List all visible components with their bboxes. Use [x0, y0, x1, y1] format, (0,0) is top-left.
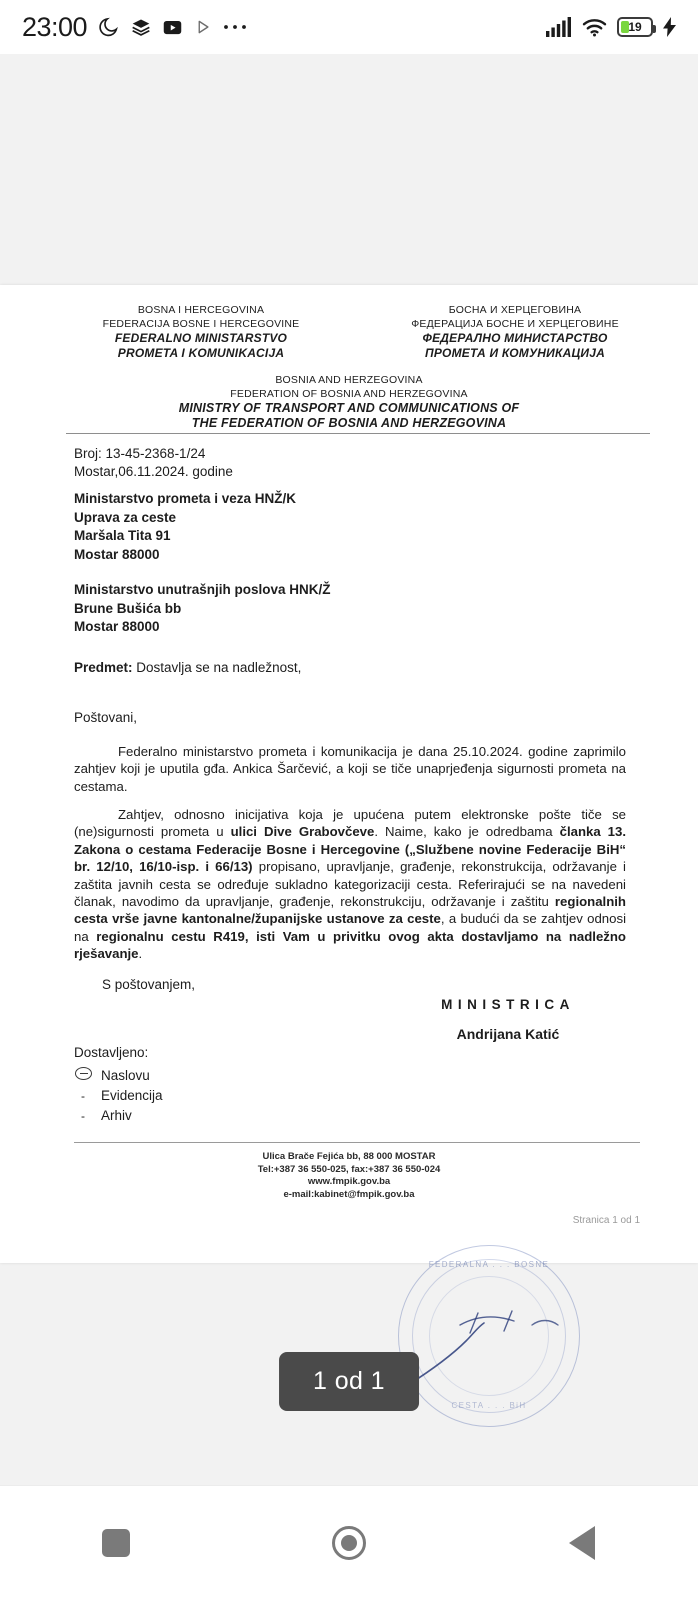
- letterhead-cy-line1: БОСНА И ХЕРЦЕГОВИНА: [448, 304, 582, 316]
- dash-icon: -: [81, 1089, 85, 1103]
- overflow-dots-icon: [223, 23, 247, 31]
- body-paragraph-2: Zahtjev, odnosno inicijativa koja je upućena putem elektronske pošte tiče se (ne)sigurnosti prometa u ulici Dive Grabovčeve. Naime, kako je odredbama članka 13. Zakona o cestama Federacije Bosne i Hercegovine („Službene novine Federacije BiH“ br. 12/10, 16/10-isp. i 66/13) propisano, upravljanje, građenje, rekonstrukcija, održavanje i zaštita javnih cesta se određuje sukladno kategorizaciji cesta. Referirajući se na navedeni članak, navodimo da upravljanje, građenje, rekonstrukciju, održavanje i zaštitu regionalnih cesta vrše javne kantonalne/županijske ustanove za ceste, a budući da se zahtjev odnosi na regionalnu cestu R419, isti Vam u privitku ovog akta dostavljamo na nadležno rješavanje.: [74, 807, 626, 962]
- delivered-heading: Dostavljeno:: [74, 1045, 149, 1060]
- closing-regards: S poštovanjem,: [102, 977, 196, 992]
- letterhead-cyrillic: [380, 303, 650, 361]
- navigation-bar: [0, 1485, 698, 1600]
- battery-level: 19: [628, 20, 642, 34]
- document-page[interactable]: [0, 285, 698, 1410]
- delivered-block: [74, 1045, 163, 1126]
- document-viewer[interactable]: [0, 54, 698, 1485]
- letterhead-cy-line2: ФЕДЕРАЦИЈА БОСНЕ И ХЕРЦЕГОВИНЕ: [411, 318, 619, 330]
- letterhead-bs-line2: FEDERACIJA BOSNE I HERCEGOVINE: [102, 318, 300, 330]
- letterhead-en-line1: BOSNIA AND HERZEGOVINA: [275, 374, 423, 386]
- addressee1-line4: Mostar 88000: [74, 546, 160, 562]
- circle-dash-icon: [74, 1067, 92, 1086]
- addressee2-line2: Brune Bušića bb: [74, 600, 182, 616]
- delivered-item-label: Naslovu: [101, 1068, 150, 1083]
- wifi-icon: [582, 17, 607, 37]
- letterhead-bs-line3: FEDERALNO MINISTARSTVO: [114, 331, 288, 345]
- header-divider: [66, 433, 650, 434]
- letterhead-en-line2: FEDERATION OF BOSNIA AND HERZEGOVINA: [230, 388, 468, 400]
- document-meta: [74, 445, 233, 481]
- delivered-item-label: Arhiv: [101, 1108, 132, 1123]
- battery-icon: [617, 17, 653, 37]
- letterhead-bosnian: [66, 303, 336, 361]
- delivered-item-label: Evidencija: [101, 1088, 163, 1103]
- footer-divider: [74, 1142, 640, 1143]
- recents-square-icon: [102, 1529, 130, 1557]
- subject-text: Dostavlja se na nadležnost,: [132, 660, 302, 675]
- document-footer: [0, 1151, 698, 1201]
- letterhead-bs-line4: PROMETA I KOMUNIKACIJA: [117, 346, 285, 360]
- status-bar: [0, 0, 698, 54]
- moon-icon: [98, 16, 120, 38]
- recents-button[interactable]: [56, 1503, 176, 1583]
- play-icon: [194, 18, 212, 36]
- official-stamp-icon: [398, 1245, 580, 1427]
- signature-block: [403, 997, 613, 1042]
- addressee-block-1: [74, 490, 296, 564]
- handwritten-signature-icon: [400, 1285, 590, 1395]
- addressee1-line2: Uprava za ceste: [74, 509, 177, 525]
- document-page-label: Stranica 1 od 1: [572, 1215, 640, 1226]
- stamp-top-text: FEDERALNA . . . BOSNE: [428, 1260, 550, 1269]
- addressee1-line3: Maršala Tita 91: [74, 528, 171, 543]
- delivered-item: [74, 1106, 163, 1126]
- footer-phone: Tel:+387 36 550-025, fax:+387 36 550-024: [257, 1163, 441, 1175]
- layers-icon: [131, 17, 151, 37]
- letterhead-bs-line1: BOSNA I HERCEGOVINA: [137, 304, 265, 316]
- letterhead-cy-line4: ПРОМЕТА И КОМУНИКАЦИЈА: [425, 346, 605, 360]
- status-bar-left: [22, 12, 247, 43]
- footer-email: e-mail:kabinet@fmpik.gov.ba: [283, 1188, 415, 1200]
- body-paragraph-1: Federalno ministarstvo prometa i komunikacija je dana 25.10.2024. godine zaprimilo zahtjev koji je uputila gđa. Ankica Šarčević, a koji se tiče unaprjeđenja sigurnosti prometa na cestama.: [74, 744, 626, 794]
- youtube-icon: [162, 17, 183, 38]
- delivered-item: [74, 1086, 163, 1106]
- addressee-block-2: [74, 581, 331, 637]
- letterhead: [0, 303, 698, 430]
- charging-bolt-icon: [663, 17, 676, 37]
- addressee2-line3: Mostar 88000: [74, 619, 160, 634]
- document-place-date: Mostar,06.11.2024. godine: [74, 464, 233, 479]
- page-indicator-pill: 1 od 1: [279, 1352, 419, 1411]
- addressee1-line1: Ministarstvo prometa i veza HNŽ/K: [74, 491, 297, 506]
- letterhead-en-line4: THE FEDERATION OF BOSNIA AND HERZEGOVINA: [191, 416, 507, 430]
- cellular-signal-icon: [546, 17, 572, 37]
- letterhead-english: [0, 373, 698, 431]
- greeting: Poštovani,: [74, 710, 138, 725]
- signature-name: Andrijana Katić: [456, 1026, 560, 1042]
- document-number: Broj: 13-45-2368-1/24: [74, 446, 206, 461]
- back-button[interactable]: [522, 1503, 642, 1583]
- delivered-item: [74, 1066, 163, 1086]
- dash-icon: -: [81, 1109, 85, 1123]
- back-triangle-icon: [569, 1526, 595, 1560]
- subject-line: [74, 660, 301, 675]
- status-clock: 23:00: [22, 11, 88, 42]
- subject-label: Predmet:: [74, 660, 133, 675]
- footer-website: www.fmpik.gov.ba: [307, 1176, 391, 1188]
- footer-address: Ulica Brače Fejića bb, 88 000 MOSTAR: [262, 1151, 436, 1162]
- status-bar-right: [546, 17, 676, 37]
- letterhead-cy-line3: ФЕДЕРАЛНО МИНИСТАРСТВО: [422, 331, 608, 345]
- signature-title: MINISTRICA: [441, 997, 575, 1012]
- stamp-bottom-text: CESTA . . . BiH: [451, 1401, 527, 1410]
- letterhead-en-line3: MINISTRY OF TRANSPORT AND COMMUNICATIONS OF: [178, 401, 520, 415]
- home-button[interactable]: [289, 1503, 409, 1583]
- addressee2-line1: Ministarstvo unutrašnjih poslova HNK/Ž: [74, 582, 331, 597]
- home-circle-icon: [332, 1526, 366, 1560]
